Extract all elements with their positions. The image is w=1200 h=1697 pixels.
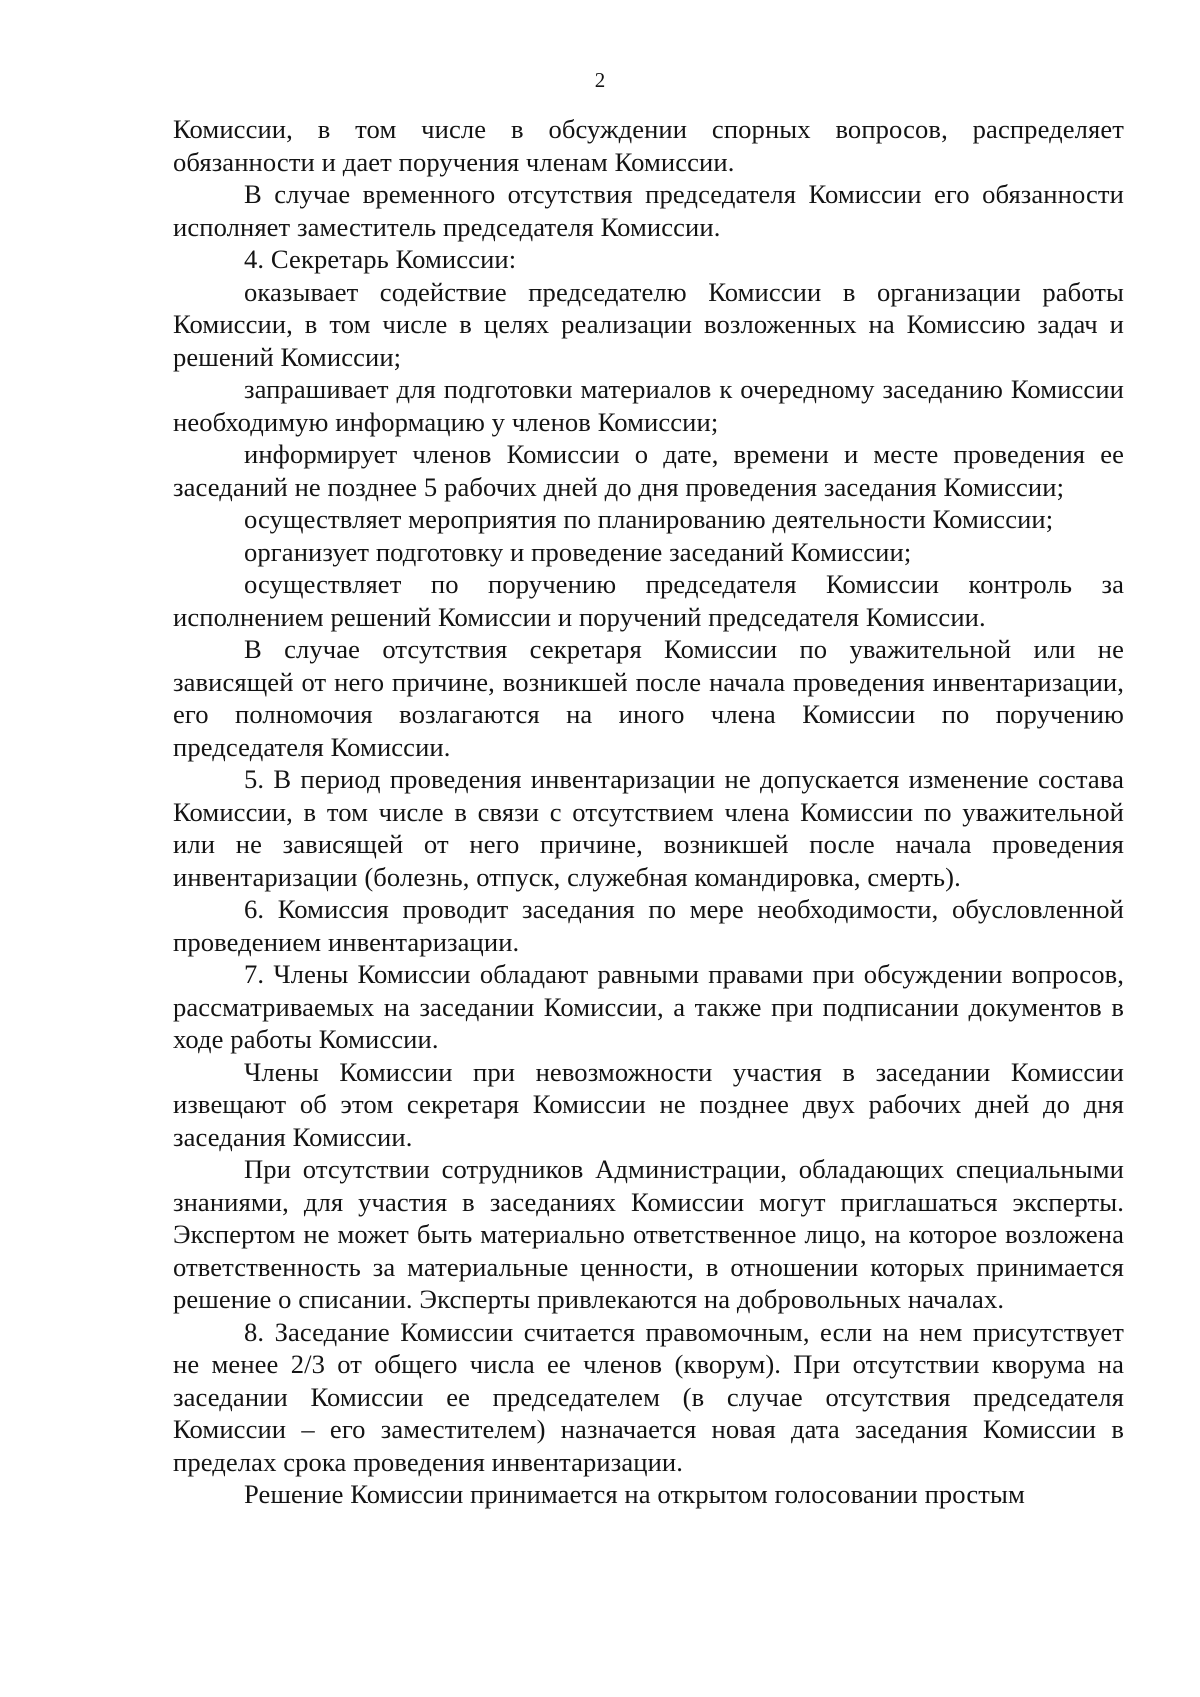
paragraph-13: 7. Члены Комиссии обладают равными правами при обсуждении вопросов, рассматриваемых на заседании Комиссии, а также при подписании документов в ходе работы Комиссии. — [173, 959, 1124, 1054]
paragraph-4: оказывает содействие председателю Комиссии в организации работы Комиссии, в том числе в целях реализации возложенных на Комиссию задач и решений Комиссии; — [173, 276, 1124, 372]
paragraph-14: Члены Комиссии при невозможности участия в заседании Комиссии извещают об этом секретаря Комиссии не позднее двух рабочих дней до дня заседания Комиссии. — [173, 1056, 1124, 1152]
paragraph-9: осуществляет по поручению председателя Комиссии контроль за исполнением решений Комиссии и поручений председателя Комиссии. — [173, 569, 1124, 632]
paragraph-12: 6. Комиссия проводит заседания по мере необходимости, обусловленной проведением инвентаризации. — [173, 894, 1124, 957]
paragraph-15: При отсутствии сотрудников Администрации, обладающих специальными знаниями, для участия в заседаниях Комиссии могут приглашаться эксперты. Экспертом не может быть материально ответственное лицо, на которое возложена ответственность за материальные ценности, в отношении которых принимается решение о списании. Эксперты привлекаются на добровольных началах. — [173, 1154, 1124, 1314]
paragraph-7: осуществляет мероприятия по планированию деятельности Комиссии; — [244, 504, 1054, 534]
paragraph-10: В случае отсутствия секретаря Комиссии по уважительной или не зависящей от него причине, возникшей после начала проведения инвентаризации, его полномочия возлагаются на иного члена Комиссии по поручению председателя Комиссии. — [173, 634, 1124, 762]
paragraph-2: В случае временного отсутствия председателя Комиссии его обязанности исполняет заместитель председателя Комиссии. — [173, 179, 1124, 242]
document-body — [173, 113, 1124, 1511]
paragraph-8: организует подготовку и проведение заседаний Комиссии; — [244, 536, 912, 567]
paragraph-1: Комиссии, в том числе в обсуждении спорных вопросов, распределяет обязанности и дает поручения членам Комиссии. — [173, 114, 1124, 177]
paragraph-11: 5. В период проведения инвентаризации не допускается изменение состава Комиссии, в том числе в связи с отсутствием члена Комиссии по уважительной или не зависящей от него причине, возникшей после начала проведения инвентаризации (болезнь, отпуск, служебная командировка, смерть). — [173, 764, 1124, 892]
paragraph-3: 4. Секретарь Комиссии: — [244, 244, 517, 274]
paragraph-16: 8. Заседание Комиссии считается правомочным, если на нем присутствует не менее 2/3 от общего числа ее членов (кворум). При отсутствии кворума на заседании Комиссии ее председателем (в случае отсутствия председателя Комиссии – его заместителем) назначается новая дата заседания Комиссии в пределах срока проведения инвентаризации. — [173, 1316, 1124, 1477]
paragraph-6: информирует членов Комиссии о дате, времени и месте проведения ее заседаний не позднее 5 рабочих дней до дня проведения заседания Комиссии; — [173, 439, 1124, 502]
paragraph-17: Решение Комиссии принимается на открытом голосовании простым — [244, 1479, 1025, 1509]
paragraph-5: запрашивает для подготовки материалов к очередному заседанию Комиссии необходимую информацию у членов Комиссии; — [173, 374, 1124, 437]
page-number: 2 — [594, 68, 606, 92]
